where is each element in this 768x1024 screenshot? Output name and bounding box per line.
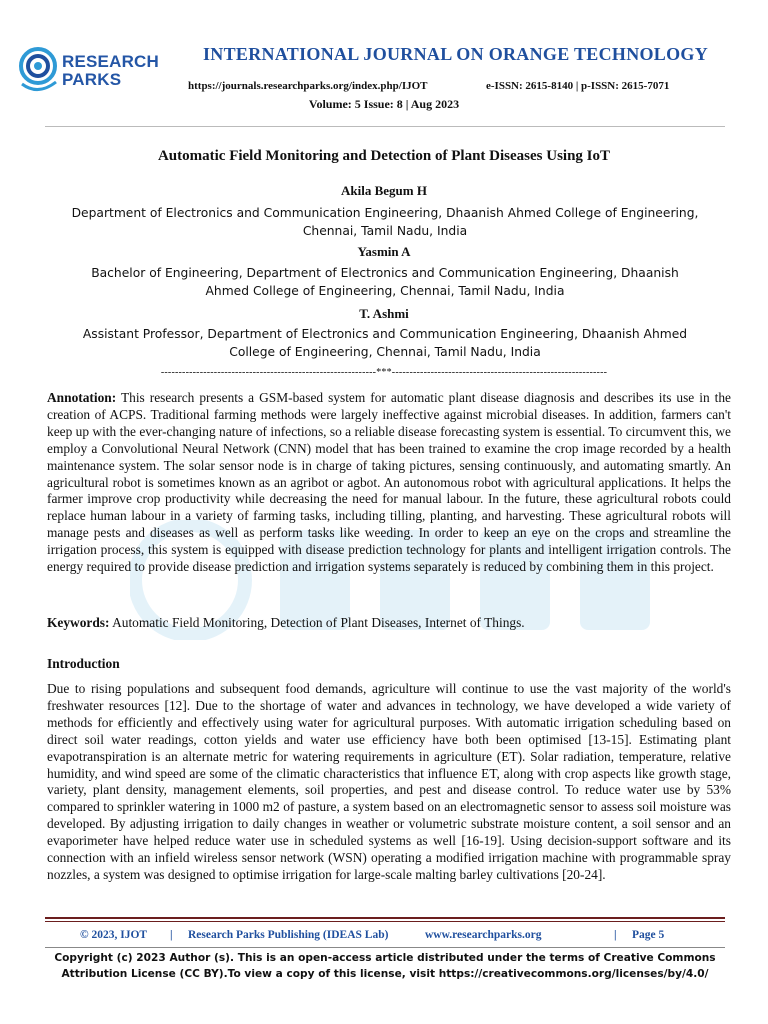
header-divider bbox=[45, 126, 725, 127]
affiliation-line: Bachelor of Engineering, Department of Electronics and Communication Engineering, Dhaanish bbox=[91, 266, 679, 280]
footer-website[interactable]: www.researchparks.org bbox=[425, 929, 542, 941]
author-affiliation bbox=[40, 204, 730, 240]
keywords-text: Automatic Field Monitoring, Detection of Plant Diseases, Internet of Things. bbox=[109, 615, 525, 630]
affiliation-line: College of Engineering, Chennai, Tamil Nadu, India bbox=[229, 345, 541, 359]
affiliation-line: Ahmed College of Engineering, Chennai, Tamil Nadu, India bbox=[205, 284, 565, 298]
introduction-heading: Introduction bbox=[47, 656, 120, 671]
author-name: T. Ashmi bbox=[359, 306, 409, 321]
affiliation-line: Department of Electronics and Communication Engineering, Dhaanish Ahmed College of Engineering, bbox=[71, 206, 699, 220]
keywords-line bbox=[47, 615, 525, 631]
introduction-paragraph: Due to rising populations and subsequent food demands, agriculture will continue to use the vast majority of the world's freshwater resources [12]. Due to the shortage of water and advances in technology, we have developed a wide variety of methods for efficiently and effectively using water for agricultural purposes. With automatic irrigation scheduling based on direct soil water readings, cotton yields and water use efficiency have both been optimised [13-15]. Estimating plant evapotranspiration is an alternate metric for watering requirements in agriculture (ET). Solar radiation, temperature, relative humidity, and wind speed are some of the climatic characteristics that influence ET, along with crop aspects like growth stage, variety, plant density, management elements, soil properties, and pest and disease control. To reduce water use by 53% compared to sprinkler watering in 1000 m2 of pasture, a system based on an electromagnetic sensor to assess soil moisture was developed. By adjusting irrigation to daily changes in weather or volumetric substrate moisture content, a soil sensor and an evaporimeter have helped reduce water use in scheduled systems as well [16-19]. Using decision-support software and its connection with an infield wireless sensor network (WSN) operating a modified irrigation machine with programmable spray nozzles, a system was designed to optimise irrigation for large-scale malting barley cultivations [20-24]. bbox=[47, 681, 731, 882]
footer-rule bbox=[45, 917, 725, 919]
footer-separator: | bbox=[614, 929, 617, 941]
volume-issue: Volume: 5 Issue: 8 | Aug 2023 bbox=[308, 97, 460, 111]
research-parks-logo bbox=[18, 44, 160, 100]
footer-separator: | bbox=[170, 929, 173, 941]
logo-text-line2: PARKS bbox=[62, 70, 122, 89]
keywords-label: Keywords: bbox=[47, 615, 110, 630]
footer-publisher: Research Parks Publishing (IDEAS Lab) bbox=[188, 929, 389, 941]
footer-rule bbox=[45, 921, 725, 922]
footer-copyright: © 2023, IJOT bbox=[80, 929, 148, 941]
annotation-paragraph bbox=[47, 390, 731, 576]
author-affiliation bbox=[40, 264, 730, 300]
author-name: Akila Begum H bbox=[341, 183, 427, 198]
paper-title: Automatic Field Monitoring and Detection of Plant Diseases Using IoT bbox=[157, 148, 611, 164]
journal-url[interactable]: https://journals.researchparks.org/index.php/IJOT bbox=[188, 80, 428, 92]
footer-page-number: Page 5 bbox=[632, 929, 665, 941]
footer-rule bbox=[45, 947, 725, 948]
section-separator: -------------------------------------------------------------***------------------------------------------------------------- bbox=[160, 367, 608, 378]
logo-swirl-icon bbox=[18, 44, 62, 100]
author-affiliation bbox=[40, 325, 730, 361]
logo-text-line1: RESEARCH bbox=[62, 52, 160, 71]
license-line: Attribution License (CC BY).To view a copy of this license, visit https://creativecommons.org/licenses/by/4.0/ bbox=[61, 967, 709, 980]
license-notice bbox=[40, 951, 730, 982]
annotation-text: This research presents a GSM-based system for automatic plant disease diagnosis and describes its use in the creation of ACPS. Traditional farming methods were largely ineffective against microbial diseases. In addition, farmers can't keep up with the ever-changing nature of infections, so a reliable disease forecasting system is essential. To circumvent this, we employ a Convolutional Neural Network (CNN) model that has been trained to examine the crop image recorded by a health maintenance system. The solar sensor node is in charge of taking pictures, sensing continuously, and automating smartly. An agricultural robot is sometimes known as an agribot or agbot. An autonomous robot with agricultural applications. It helps the farmer improve crop productivity while decreasing the need for manual labour. In the future, these agricultural robots could replace human labour in a variety of farming tasks, including tilling, planting, and harvesting. These agricultural robots will manage pests and diseases as well as perform tasks like weeding. In order to keep an eye on the crops and streamline the irrigation process, this system is equipped with disease prediction technology for plants and intelligent irrigation controls. The energy required to provide disease prediction and irrigation systems separately is reduced by combining them in this project. bbox=[47, 390, 731, 575]
license-line: Copyright (c) 2023 Author (s). This is an open-access article distributed under the terms of Creative Commons bbox=[54, 952, 716, 964]
journal-title: INTERNATIONAL JOURNAL ON ORANGE TECHNOLOGY bbox=[203, 44, 709, 64]
affiliation-line: Assistant Professor, Department of Electronics and Communication Engineering, Dhaanish Ahmed bbox=[82, 327, 688, 341]
author-name: Yasmin A bbox=[357, 244, 411, 259]
issn-line: e-ISSN: 2615-8140 | p-ISSN: 2615-7071 bbox=[486, 80, 670, 92]
affiliation-line: Chennai, Tamil Nadu, India bbox=[302, 224, 468, 238]
annotation-label: Annotation: bbox=[47, 390, 117, 405]
